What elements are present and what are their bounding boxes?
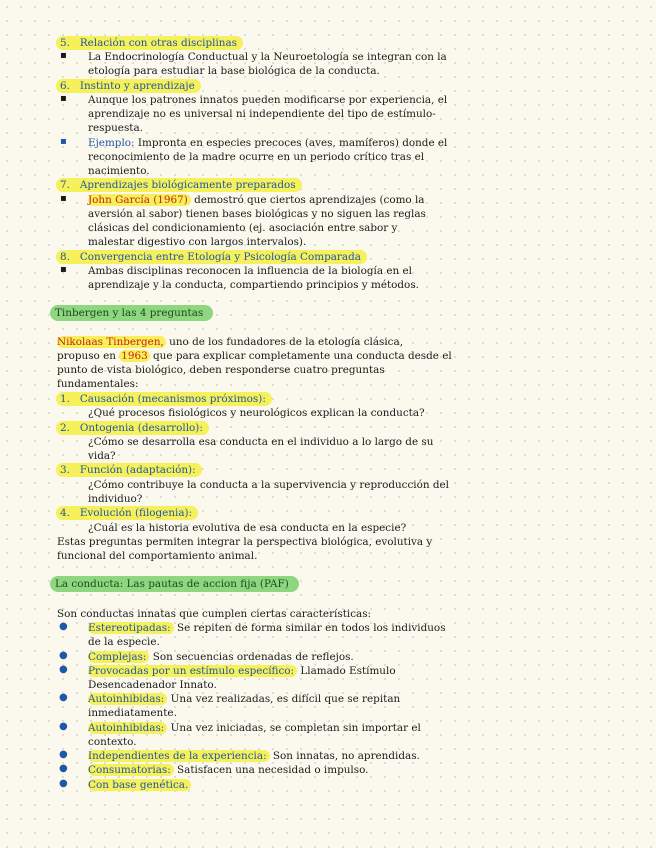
text-line: ¿Cómo contribuye la conducta a la supervivencia y reproducción del [88,479,450,491]
text-line: individuo? [88,493,143,505]
paf-item-2: Complejas: Son secuencias ordenadas de reflejos. [88,651,354,663]
text-line: aprendizaje y la conducta, compartiendo principios y métodos. [88,279,419,291]
paf-item-8: Con base genética. [88,778,191,792]
example-label: Ejemplo: [88,137,135,149]
paf-item-6: Independientes de la experiencia: Son innatas, no aprendidas. [88,750,420,762]
text-line: Aunque los patrones innatos pueden modificarse por experiencia, el [88,94,448,106]
bullet-icon: ▪ [60,193,67,204]
text-line: de la especie. [88,636,160,648]
text-line: aprendizaje no es universal ni independiente del tipo de estímulo- [88,108,436,120]
question-4-heading: 4. Evolución (filogenia): [56,506,198,520]
tinbergen-title: Tinbergen y las 4 preguntas [50,306,213,320]
paf-item-3: Provocadas por un estímulo específico: Llamado Estímulo [88,665,396,677]
section-5-heading: 5. Relación con otras disciplinas [56,36,243,50]
section-7-heading: 7. Aprendizajes biológicamente preparados [56,178,302,192]
text-line: nacimiento. [88,165,150,177]
paf-item-7: Consumatorias: Satisfacen una necesidad o impulso. [88,764,369,776]
section-8-heading: 8. Convergencia entre Etología y Psicología Comparada [56,250,367,264]
bullet-icon: ● [59,621,68,632]
bullet-icon: ● [59,721,68,732]
bullet-icon: ▪ [60,93,67,104]
question-1-heading: 1. Causación (mecanismos próximos): [56,392,272,406]
section-6-heading: 6. Instinto y aprendizaje [56,79,201,93]
text-line: ¿Cuál es la historia evolutiva de esa conducta en la especie? [88,522,407,534]
paf-item-1: Estereotipadas: Se repiten de forma similar en todos los individuos [88,622,446,634]
bullet-icon: ● [59,778,68,789]
tinbergen-name: Nikolaas Tinbergen, [57,336,164,348]
bullet-icon: ● [59,763,68,774]
text-line: clásicas del condicionamiento (ej. asociación entre sabor y [88,222,398,234]
text-line: ¿Cómo se desarrolla esa conducta en el individuo a lo largo de su [88,436,434,448]
text-line: aversión al sabor) tienen bases biológicas y no siguen las reglas [88,208,426,220]
tinbergen-intro-line: Nikolaas Tinbergen, uno de los fundadores de la etología clásica, [57,336,404,348]
text-line: malestar digestivo con largos intervalos). [88,236,307,248]
paf-intro: Son conductas innatas que cumplen ciertas características: [57,608,372,620]
bullet-icon: ● [59,650,68,661]
bullet-icon: ● [59,749,68,760]
paf-item-5: Autoinhibidas: Una vez iniciadas, se completan sin importar el [88,722,421,734]
text-line: Ambas disciplinas reconocen la influencia de la biología en el [88,265,412,277]
bullet-icon: ● [59,692,68,703]
text-line: Desencadenador Innato. [88,679,217,691]
text-line: vida? [88,450,116,462]
bullet-icon: ● [59,664,68,675]
bullet-icon: ▪ [60,264,67,275]
bullet-icon: ▪ [60,50,67,61]
text-line: respuesta. [88,122,143,134]
text-line: ¿Qué procesos fisiológicos y neurológicos explican la conducta? [88,407,425,419]
text-line: funcional del comportamiento animal. [57,550,258,562]
example-line [88,136,447,150]
text-line: reconocimiento de la madre ocurre en un periodo crítico tras el [88,151,425,163]
text-line: John García (1967) demostró que ciertos aprendizajes (como la [88,194,425,206]
bullet-icon: ▪ [60,136,67,147]
text-line: Estas preguntas permiten integrar la perspectiva biológica, evolutiva y [57,536,433,548]
text-line: La Endocrinología Conductual y la Neuroetología se integran con la [88,51,447,63]
tinbergen-intro-line: propuso en 1963 que para explicar completamente una conducta desde el [57,350,452,362]
text-line: inmediatamente. [88,707,177,719]
question-3-heading: 3. Función (adaptación): [56,463,202,477]
paf-item-4: Autoinhibidas: Una vez realizadas, es difícil que se repitan [88,693,401,705]
text-line: contexto. [88,736,137,748]
text-line: fundamentales: [57,378,139,390]
year-highlight: 1963 [121,350,148,362]
paf-title: La conducta: Las pautas de accion fija (PAF) [50,577,299,591]
text-line: punto de vista biológico, deben responderse cuatro preguntas [57,364,385,376]
author-highlight: John García (1967) [88,194,191,206]
question-2-heading: 2. Ontogenia (desarrollo): [56,421,209,435]
text-line: Impronta en especies precoces (aves, mamíferos) donde el [137,137,448,149]
text-line: etología para estudiar la base biológica de la conducta. [88,65,380,77]
